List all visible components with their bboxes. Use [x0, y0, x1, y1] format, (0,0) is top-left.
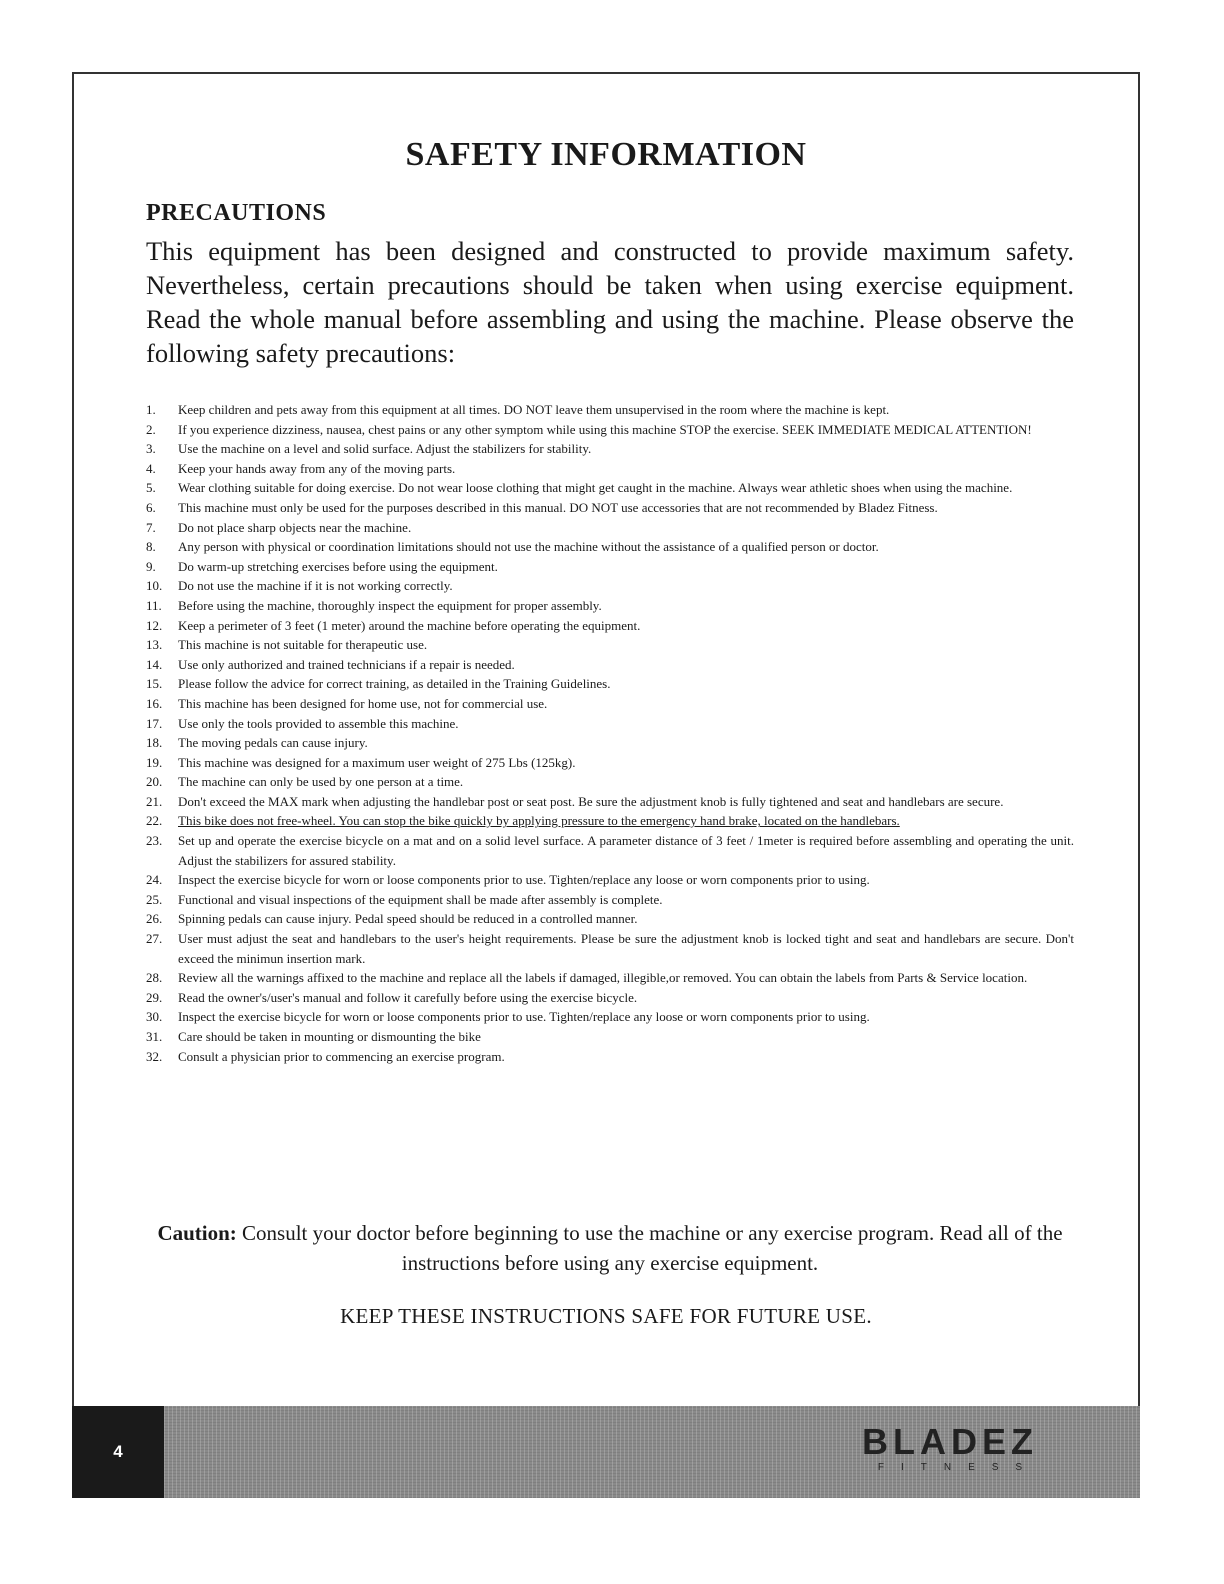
precaution-item: [146, 988, 1074, 1008]
page-number: 4: [113, 1442, 123, 1461]
caution-label: Caution:: [157, 1221, 237, 1245]
precaution-item: [146, 909, 1074, 929]
caution-note: [146, 1218, 1074, 1278]
page-title: SAFETY INFORMATION: [405, 136, 807, 173]
precaution-text: Use only authorized and trained technicians if a repair is needed.: [178, 656, 515, 672]
precaution-text: Read the owner's/user's manual and follow it carefully before using the exercise bicycle.: [178, 989, 638, 1005]
precaution-number: 9.: [146, 558, 156, 574]
precaution-item: [146, 1007, 1074, 1027]
precaution-text: Do warm-up stretching exercises before using the equipment.: [178, 558, 498, 574]
precaution-number: 24.: [146, 872, 163, 888]
precaution-number: 13.: [146, 637, 163, 653]
precaution-item: [146, 694, 1074, 714]
precaution-number: 16.: [146, 695, 163, 711]
precaution-number: 23.: [146, 833, 163, 849]
precaution-text: The machine can only be used by one person at a time.: [178, 774, 464, 790]
precaution-item: [146, 596, 1074, 616]
precaution-text: Any person with physical or coordination limitations should not use the machine without the assistance of a qualified person or doctor.: [178, 539, 879, 555]
precaution-text: Review all the warnings affixed to the machine and replace all the labels if damaged, illegible,or removed. You can obtain the labels from Parts & Service location.: [178, 970, 1028, 986]
precaution-number: 27.: [146, 931, 163, 947]
precaution-item: [146, 498, 1074, 518]
precaution-item: [146, 831, 1074, 870]
brand-logo-text: BLADEZ: [862, 1421, 1038, 1462]
precaution-text: This machine must only be used for the purposes described in this manual. DO NOT use accessories that are not recommended by Bladez Fitness.: [178, 499, 938, 515]
precaution-number: 18.: [146, 735, 163, 751]
precaution-item: [146, 792, 1074, 812]
precaution-item: [146, 929, 1074, 968]
precaution-item: [146, 811, 1074, 831]
section-heading: PRECAUTIONS: [146, 200, 327, 226]
precaution-text: Use only the tools provided to assemble this machine.: [178, 715, 459, 731]
intro-paragraph: This equipment has been designed and constructed to provide maximum safety. Nevertheless, certain precautions should be taken when using exercise equipment. Read the whole manual before assembling and using the machine. Please observe the following safety precautions:: [146, 236, 1074, 368]
precaution-item: [146, 420, 1074, 440]
precaution-item: [146, 733, 1074, 753]
precaution-number: 14.: [146, 656, 163, 672]
precaution-number: 17.: [146, 715, 163, 731]
precaution-text: This machine has been designed for home use, not for commercial use.: [178, 695, 548, 711]
precaution-item: [146, 890, 1074, 910]
precaution-number: 32.: [146, 1048, 163, 1064]
precaution-item: [146, 1027, 1074, 1047]
precaution-text: Keep a perimeter of 3 feet (1 meter) around the machine before operating the equipment.: [178, 617, 641, 633]
precaution-text: Before using the machine, thoroughly inspect the equipment for proper assembly.: [178, 597, 602, 613]
precaution-text: Care should be taken in mounting or dismounting the bike: [178, 1029, 481, 1044]
precaution-text: Wear clothing suitable for doing exercise. Do not wear loose clothing that might get caught in the machine. Always wear athletic shoes when using the machine.: [178, 480, 1013, 496]
precaution-text: Inspect the exercise bicycle for worn or loose components prior to use. Tighten/replace any loose or worn components prior to using.: [178, 872, 870, 888]
precaution-item: [146, 400, 1074, 420]
precaution-item: [146, 870, 1074, 890]
precaution-item: [146, 635, 1074, 655]
precaution-number: 22.: [146, 813, 163, 829]
precaution-number: 11.: [146, 597, 162, 613]
precaution-text: Functional and visual inspections of the equipment shall be made after assembly is complete.: [178, 891, 663, 907]
caution-text: Consult your doctor before beginning to use the machine or any exercise program. Read all of the instructions before using any exercise equipment.: [236, 1221, 1063, 1275]
precaution-number: 5.: [146, 480, 156, 496]
precaution-number: 4.: [146, 460, 156, 476]
page-number-box: [72, 1406, 164, 1498]
precaution-number: 31.: [146, 1029, 163, 1044]
precaution-text: Don't exceed the MAX mark when adjusting the handlebar post or seat post. Be sure the adjustment knob is fully tightened and seat and handlebars are secure.: [178, 793, 1004, 809]
precaution-number: 20.: [146, 774, 163, 790]
precaution-item: [146, 714, 1074, 734]
precaution-text: Use the machine on a level and solid surface. Adjust the stabilizers for stability.: [178, 441, 592, 457]
precaution-item: [146, 1047, 1074, 1067]
precaution-text: If you experience dizziness, nausea, chest pains or any other symptom while using this machine STOP the exercise. SEEK IMMEDIATE MEDICAL ATTENTION!: [178, 421, 1032, 437]
precaution-item: [146, 655, 1074, 675]
precaution-number: 29.: [146, 989, 163, 1005]
precaution-text: This machine is not suitable for therapeutic use.: [178, 637, 428, 653]
brand-logo-subtext: FITNESS: [877, 1462, 1040, 1473]
keep-instructions-note: KEEP THESE INSTRUCTIONS SAFE FOR FUTURE USE.: [340, 1304, 872, 1328]
precaution-number: 7.: [146, 519, 156, 535]
precaution-item: [146, 753, 1074, 773]
precautions-list: [146, 400, 1074, 1066]
precaution-item: [146, 459, 1074, 479]
precaution-item: [146, 674, 1074, 694]
precaution-number: 10.: [146, 578, 163, 594]
precaution-item: [146, 537, 1074, 557]
precaution-text: Do not use the machine if it is not working correctly.: [178, 578, 453, 594]
precaution-number: 26.: [146, 911, 163, 927]
precaution-text: Do not place sharp objects near the machine.: [178, 519, 412, 535]
precaution-number: 3.: [146, 441, 156, 457]
precaution-text: This bike does not free-wheel. You can stop the bike quickly by applying pressure to the emergency hand brake, located on the handlebars.: [178, 813, 900, 829]
precaution-text: Set up and operate the exercise bicycle on a mat and on a solid level surface. A parameter distance of 3 feet / 1meter is required before assembling and operating the unit. Adjust the stabilizers for assured stability.: [178, 833, 1074, 868]
precaution-text: Keep your hands away from any of the moving parts.: [178, 460, 456, 476]
footer-bar: [72, 1406, 1140, 1498]
precaution-number: 8.: [146, 539, 156, 555]
precaution-text: This machine was designed for a maximum user weight of 275 Lbs (125kg).: [178, 754, 576, 770]
precaution-item: [146, 439, 1074, 459]
precaution-number: 2.: [146, 421, 156, 437]
precaution-number: 28.: [146, 970, 163, 986]
precaution-item: [146, 616, 1074, 636]
precaution-text: Spinning pedals can cause injury. Pedal speed should be reduced in a controlled manner.: [178, 911, 638, 927]
precaution-text: Please follow the advice for correct training, as detailed in the Training Guidelines.: [178, 676, 611, 692]
precaution-number: 19.: [146, 754, 163, 770]
precaution-text: Inspect the exercise bicycle for worn or loose components prior to use. Tighten/replace any loose or worn components prior to using.: [178, 1009, 870, 1025]
precaution-item: [146, 518, 1074, 538]
precaution-text: User must adjust the seat and handlebars to the user's height requirements. Please be sure the adjustment knob is locked tight and seat and handlebars are secure. Don't exceed the minimun insertion mark.: [178, 931, 1074, 966]
precaution-number: 15.: [146, 676, 163, 692]
precaution-number: 25.: [146, 891, 163, 907]
precaution-text: Consult a physician prior to commencing an exercise program.: [178, 1048, 505, 1064]
precaution-number: 12.: [146, 617, 163, 633]
precaution-number: 1.: [146, 402, 156, 417]
precaution-item: [146, 557, 1074, 577]
brand-logo: [850, 1422, 1050, 1482]
precaution-item: [146, 772, 1074, 792]
precaution-item: [146, 576, 1074, 596]
precaution-item: [146, 968, 1074, 988]
precaution-item: [146, 478, 1074, 498]
precaution-number: 21.: [146, 793, 163, 809]
precaution-text: The moving pedals can cause injury.: [178, 735, 368, 751]
precaution-number: 6.: [146, 499, 156, 515]
precaution-number: 30.: [146, 1009, 163, 1025]
precaution-text: Keep children and pets away from this equipment at all times. DO NOT leave them unsupervised in the room where the machine is kept.: [178, 402, 890, 417]
